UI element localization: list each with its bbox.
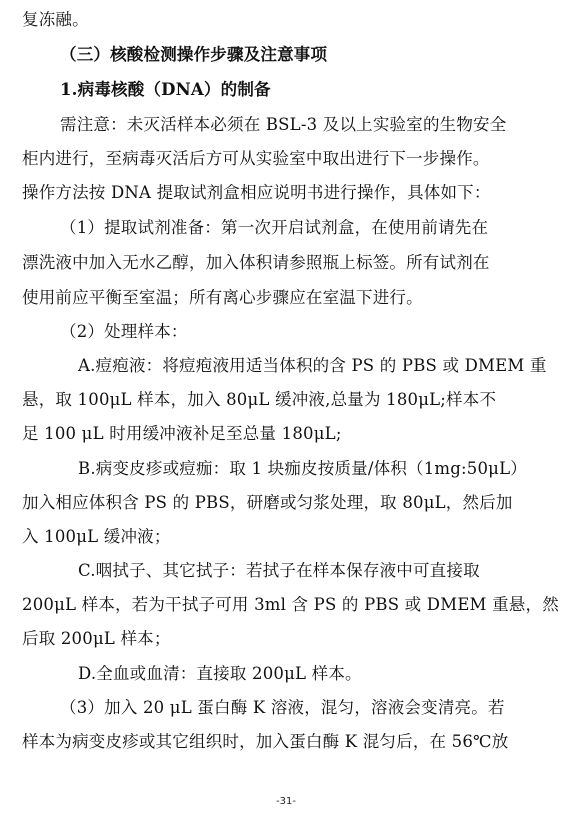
page-number: -31- [276, 796, 296, 807]
text-line-11: A.痘疱液：将痘疱液用适当体积的含 PS 的 PBS 或 DMEM 重 [78, 356, 547, 375]
text-line-10: （2）处理样本： [60, 322, 188, 341]
text-line-22: 样本为病变皮疹或其它组织时，加入蛋白酶 K 混匀后，在 56℃放 [22, 732, 509, 751]
text-line-6: 操作方法按 DNA 提取试剂盒相应说明书进行操作，具体如下： [22, 183, 491, 202]
text-line-13: 足 100 μL 时用缓冲液补足至总量 180μL; [22, 424, 342, 443]
text-line-9: 使用前应平衡至室温；所有离心步骤应在室温下进行。 [22, 288, 423, 307]
text-line-15: 加入相应体积含 PS 的 PBS，研磨或匀浆处理，取 80μL，然后加 [22, 493, 513, 512]
text-line-19: 后取 200μL 样本； [22, 629, 171, 648]
subsection-heading: 1.病毒核酸（DNA）的制备 [60, 80, 271, 99]
text-line-12: 悬，取 100μL 样本，加入 80μL 缓冲液,总量为 180μL;样本不 [22, 390, 497, 409]
text-line-14: B.病变皮疹或痘痂：取 1 块痂皮按质量/体积（1mg:50μL） [78, 459, 527, 478]
text-line-20: D.全血或血清：直接取 200μL 样本。 [78, 664, 362, 683]
text-line-7: （1）提取试剂准备：第一次开启试剂盒，在使用前请先在 [60, 218, 489, 237]
text-line-1: 复冻融。 [22, 10, 89, 29]
text-line-16: 入 100μL 缓冲液； [22, 527, 171, 546]
text-line-17: C.咽拭子、其它拭子：若拭子在样本保存液中可直接取 [78, 561, 480, 580]
text-line-8: 漂洗液中加入无水乙醇，加入体积请参照瓶上标签。所有试剂在 [22, 253, 490, 272]
section-heading: （三）核酸检测操作步骤及注意事项 [60, 45, 328, 64]
text-line-21: （3）加入 20 μL 蛋白酶 K 溶液，混匀，溶液会变清亮。若 [60, 698, 505, 717]
text-line-4: 需注意：未灭活样本必须在 BSL-3 及以上实验室的生物安全 [60, 115, 507, 134]
text-line-18: 200μL 样本，若为干拭子可用 3ml 含 PS 的 PBS 或 DMEM 重悬，然 [22, 595, 559, 614]
text-line-5: 柜内进行，至病毒灭活后方可从实验室中取出进行下一步操作。 [22, 149, 490, 168]
